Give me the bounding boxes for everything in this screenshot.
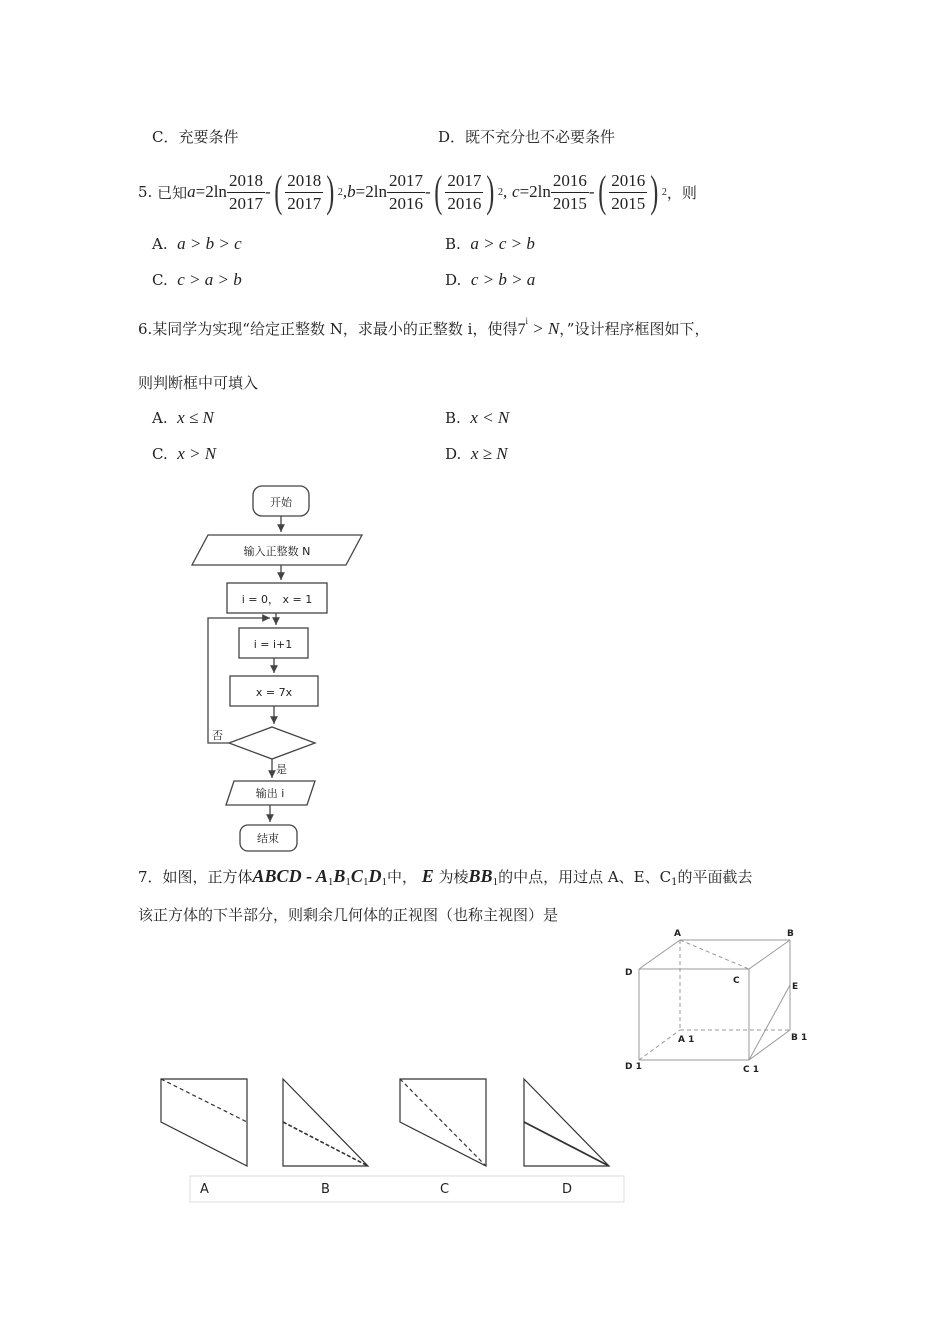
- q5-ln-b: ln: [373, 182, 387, 201]
- q5-lead: 已知: [157, 183, 188, 202]
- view-d: [524, 1079, 609, 1166]
- q5-option-a: A. a > b > c: [152, 234, 242, 253]
- q5-option-b: B. a > c > b: [445, 234, 535, 253]
- flow-output-text: 输出 i: [255, 787, 285, 800]
- q6-stem-line2: 则判断框中可填入: [138, 374, 259, 392]
- options-label-bar: [190, 1176, 624, 1202]
- q4-option-d: D．既不充分也不必要条件: [438, 128, 616, 146]
- view-d-label: D: [562, 1182, 573, 1197]
- view-b: [283, 1079, 368, 1166]
- q7-stem-line1: 7．如图，正方体ABCD - $A_1B_1C_1D_1$中， E 为棱$BB_1$的中点，用过点 A、E、$C_1$的平面截去: [138, 866, 753, 888]
- flow-end-text: 结束: [257, 832, 279, 845]
- cube-label-c1: C 1: [743, 1065, 760, 1075]
- cube-label-a1: A 1: [678, 1035, 695, 1045]
- flow-mult-text: x = 7x: [255, 686, 293, 699]
- q5-minus-a: -: [264, 182, 271, 201]
- flow-init-text: i = 0， x = 1: [241, 593, 313, 606]
- view-b-label: B: [321, 1182, 330, 1197]
- cube-label-c: C: [733, 976, 740, 986]
- q5-eq-b: =2: [355, 182, 374, 201]
- cube-label-b1: B 1: [791, 1033, 808, 1043]
- q6-option-a: A. x ≤ N: [152, 408, 214, 427]
- q5-option-d: D. c > b > a: [445, 270, 536, 289]
- q5-minus-c: -: [588, 182, 595, 201]
- q5-eq-a: =2: [195, 182, 214, 201]
- q6-option-b: B. x < N: [445, 408, 510, 427]
- flow-incr-text: i = i+1: [253, 638, 293, 651]
- q5-option-c: C. c > a > b: [152, 270, 242, 289]
- q5-eq-c: =2: [519, 182, 538, 201]
- q6-option-d: D. x ≥ N: [445, 444, 508, 463]
- cube-label-a: A: [674, 929, 681, 939]
- cube-label-d1: D 1: [625, 1062, 642, 1072]
- q5-sq-a: 2: [337, 186, 343, 198]
- q5-b-var: b: [347, 182, 356, 201]
- q5-ln-a: ln: [213, 182, 227, 201]
- q5-minus-b: -: [425, 182, 431, 201]
- cube-label-b: B: [787, 929, 794, 939]
- cube-label-d: D: [625, 968, 633, 978]
- cube-label-e: E: [792, 982, 799, 992]
- q5-number: 5.: [138, 183, 153, 201]
- q5-frac-c1: $\frac{2016}{2015}$: [552, 170, 587, 213]
- view-c-label: C: [440, 1182, 450, 1197]
- q5-sep2: ,: [502, 182, 508, 201]
- q5-stem: 5. 已知 a =2 ln $\frac{2018}{2017}$ - ( $\frac{2018}{2017}$ ) 2 , b =2 ln $\frac{2017}{2016}$ - ( $\frac{2017}{2016}$ ) 2 , c =2 ln $\frac{2016}{2015}$ - ( $\frac{2016}{2015}$ ) 2 ，则: [138, 167, 697, 216]
- flow-start-text: 开始: [270, 496, 292, 509]
- view-c: [400, 1079, 486, 1166]
- q5-frac-b1: $\frac{2017}{2016}$: [389, 170, 423, 213]
- view-a: [161, 1079, 247, 1166]
- q5-tail: ，则: [666, 183, 697, 202]
- q5-a-var: a: [187, 182, 196, 201]
- flow-no-label: 否: [212, 729, 223, 742]
- q5-frac-a2: $\frac{2018}{2017}$: [287, 170, 322, 213]
- q5-ln-c: ln: [537, 182, 551, 201]
- q5-sq-b: 2: [497, 186, 503, 198]
- flow-input-text: 输入正整数 N: [243, 545, 311, 558]
- q5-frac-b2: $\frac{2017}{2016}$: [447, 170, 482, 213]
- q6-stem-line1: 6.某同学为实现“给定正整数 N，求最小的正整数 i，使得$7^i > N$，”设计程序框图如下，: [138, 316, 710, 338]
- q7-stem-line2: 该正方体的下半部分，则剩余几何体的正视图（也称主视图）是: [138, 906, 559, 924]
- q5-frac-a1: $\frac{2018}{2017}$: [228, 170, 263, 213]
- view-a-label: A: [200, 1182, 209, 1197]
- q6-option-c: C. x > N: [152, 444, 217, 463]
- flow-yes-label: 是: [276, 763, 287, 776]
- q4-option-c: C．充要条件: [152, 128, 239, 146]
- q5-sq-c: 2: [661, 186, 667, 198]
- q5-c-var: c: [512, 182, 520, 201]
- q5-frac-c2: $\frac{2016}{2015}$: [611, 170, 646, 213]
- q5-sep1: ,: [342, 182, 348, 201]
